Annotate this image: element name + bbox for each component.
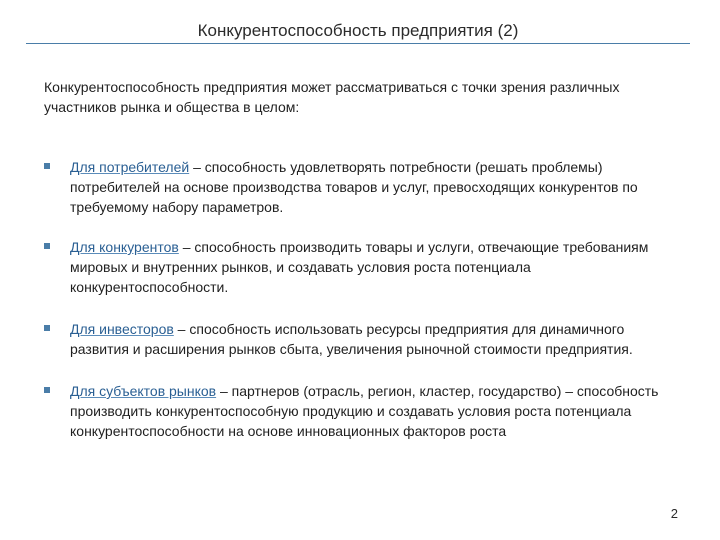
square-bullet-icon bbox=[44, 325, 50, 331]
bullet-text: – партнеров (отрасль, регион, кластер, государство) – способность производить конкурентоспособную продукцию и создавать условия роста потенциала конкурентоспособности на основе инновационных факторов роста bbox=[70, 383, 659, 439]
link-consumers[interactable]: Для потребителей bbox=[70, 159, 190, 175]
bullet-consumers bbox=[44, 157, 684, 217]
square-bullet-icon bbox=[44, 163, 50, 169]
bullet-text: – способность удовлетворять потребности (решать проблемы) потребителей на основе производства товаров и услуг, превосходящих конкурентов по требуемому набору параметров. bbox=[70, 159, 638, 215]
bullet-text: – способность использовать ресурсы предприятия для динамичного развития и расширения рынков сбыта, увеличения рыночной стоимости предприятия. bbox=[70, 321, 633, 357]
page-number: 2 bbox=[670, 506, 678, 521]
bullet-list bbox=[44, 157, 684, 461]
square-bullet-icon bbox=[44, 243, 50, 249]
bullet-competitors bbox=[44, 237, 684, 297]
bullet-text: – способность производить товары и услуги, отвечающие требованиям мировых и внутренних рынков, и создавать условия роста потенциала конкурентоспособности. bbox=[70, 239, 649, 295]
link-market-subjects[interactable]: Для субъектов рынков bbox=[70, 383, 217, 399]
link-investors[interactable]: Для инвесторов bbox=[70, 321, 174, 337]
square-bullet-icon bbox=[44, 387, 50, 393]
intro-paragraph: Конкурентоспособность предприятия может рассматриваться с точки зрения различных участников рынка и общества в целом: bbox=[44, 79, 620, 115]
slide-title: Конкурентоспособность предприятия (2) bbox=[197, 21, 519, 40]
title-divider bbox=[26, 43, 690, 44]
link-competitors[interactable]: Для конкурентов bbox=[70, 239, 179, 255]
bullet-market-subjects bbox=[44, 381, 684, 441]
bullet-investors bbox=[44, 319, 684, 359]
